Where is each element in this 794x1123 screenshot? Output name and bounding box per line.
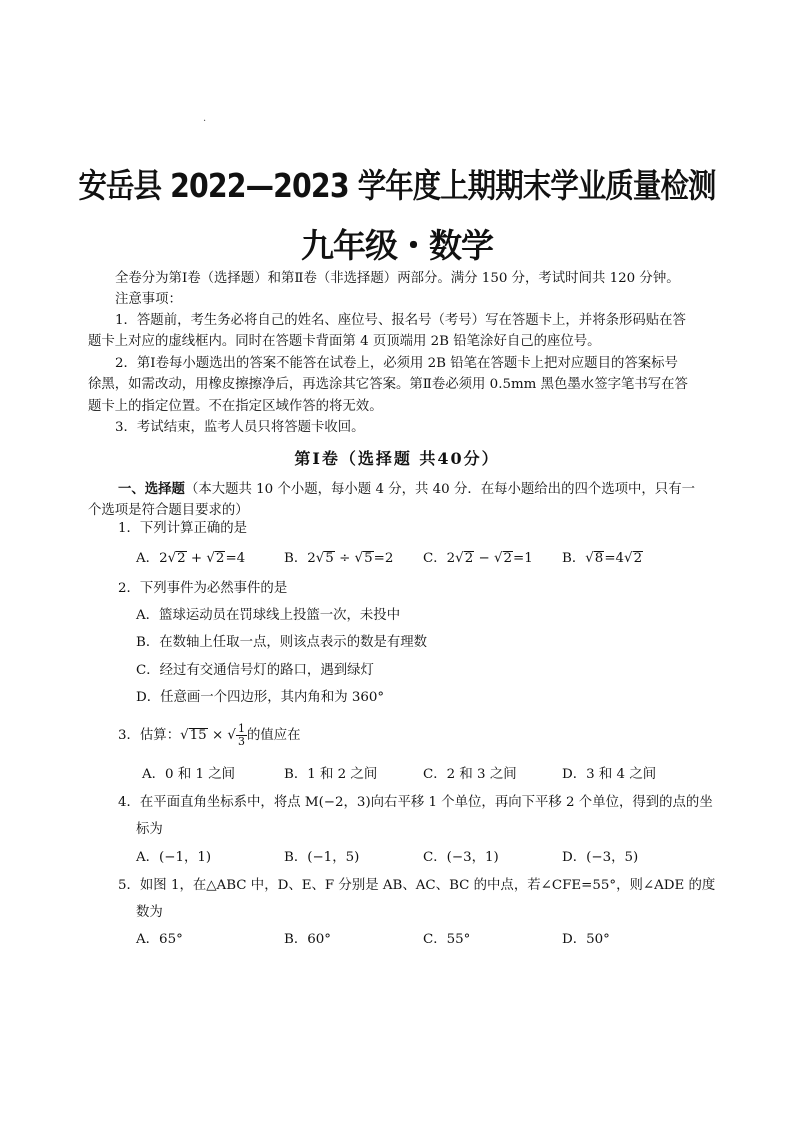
intro-text: 全卷分为第Ⅰ卷（选择题）和第Ⅱ卷（非选择题）两部分。满分 150 分，考试时间共 120 分钟。 xyxy=(115,271,680,286)
notice-item-3: 3．考试结束，监考人员只将答题卡收回。 xyxy=(115,420,365,435)
notice-item-1-line-2: 题卡上对应的虚线框内。同时在答题卡背面第 4 页顶端用 2B 铅笔涂好自己的座位号。 xyxy=(88,334,601,349)
q3-stem-post: 的值应在 xyxy=(246,728,301,743)
notice-item-2-line-3: 题卡上的指定位置。不在指定区域作答的将无效。 xyxy=(88,399,383,414)
notice-label: 注意事项： xyxy=(115,292,182,307)
q4-option-a: A．(−1，1) xyxy=(136,850,212,865)
q1-stem: 1．下列计算正确的是 xyxy=(118,521,248,536)
q4-option-c: C．(−3，1) xyxy=(423,850,499,865)
q3-option-c: C．2 和 3 之间 xyxy=(423,767,517,782)
q1-b-label: B． xyxy=(284,551,308,566)
q1-option-c: C．2√2 − √2=1 xyxy=(423,551,533,566)
section-title: 第Ⅰ卷（选择题 共40分） xyxy=(294,449,500,468)
q1-option-b: B．2√5 ÷ √5=2 xyxy=(284,551,394,566)
q3-fraction: $\frac{1}{3}$ xyxy=(237,722,245,748)
q2-option-d: D．任意画一个四边形，其内角和为 360° xyxy=(136,690,385,705)
q2-option-a: A．篮球运动员在罚球线上投篮一次，未投中 xyxy=(136,608,401,623)
q1-d-label: B． xyxy=(562,551,586,566)
notice-item-2-line-1: 2．第Ⅰ卷每小题选出的答案不能答在试卷上，必须用 2B 铅笔在答题卡上把对应题目的答案标号 xyxy=(115,356,678,371)
q5-option-c: C．55° xyxy=(423,932,471,947)
q1-c-label: C． xyxy=(423,551,447,566)
q5-option-b: B．60° xyxy=(284,932,331,947)
notice-item-1-line-1: 1．答题前，考生务必将自己的姓名、座位号、报名号（考号）写在答题卡上，并将条形码贴在答 xyxy=(115,313,686,328)
part-label: 一、选择题 xyxy=(118,482,185,497)
q1-a-label: A． xyxy=(136,551,160,566)
q2-stem: 2．下列事件为必然事件的是 xyxy=(118,581,288,596)
notice-item-2-line-2: 徐黑，如需改动，用橡皮擦擦净后，再选涂其它答案。第Ⅱ卷必须用 0.5mm 黑色墨水签字笔书写在答 xyxy=(88,377,688,392)
q1-option-d: B．√8=4√2 xyxy=(562,551,643,566)
q1-option-a: A．2√2 + √2=4 xyxy=(136,551,246,566)
q3-option-d: D．3 和 4 之间 xyxy=(562,767,657,782)
q4-stem-line-2: 标为 xyxy=(136,822,163,837)
q3-option-a: A．0 和 1 之间 xyxy=(142,767,236,782)
q3-stem-pre: 3．估算： xyxy=(118,728,181,743)
q4-stem-line-1: 4．在平面直角坐标系中，将点 M(−2，3)向右平移 1 个单位，再向下平移 2 个单位，得到的点的坐 xyxy=(118,795,713,810)
q5-option-d: D．50° xyxy=(562,932,610,947)
part-header xyxy=(118,479,718,500)
q2-option-b: B．在数轴上任取一点，则该点表示的数是有理数 xyxy=(136,635,428,650)
part-desc-line-1: （本大题共 10 个小题，每小题 4 分，共 40 分．在每小题给出的四个选项中，只有一 xyxy=(184,482,695,497)
exam-subtitle: 九年级・数学 xyxy=(301,226,493,265)
part-desc-line-2: 个选项是符合题目要求的） xyxy=(88,503,249,518)
q5-option-a: A．65° xyxy=(136,932,183,947)
q4-option-b: B．(−1，5) xyxy=(284,850,360,865)
q5-stem-line-2: 数为 xyxy=(136,905,163,920)
q5-stem-line-1: 5．如图 1，在△ABC 中，D、E、F 分别是 AB、AC、BC 的中点，若∠CFE=55°，则∠ADE 的度 xyxy=(118,878,716,893)
q2-option-c: C．经过有交通信号灯的路口，遇到绿灯 xyxy=(136,663,374,678)
exam-title: 安岳县 2022—2023 学年度上期期末学业质量检测 xyxy=(78,166,716,205)
q3-option-b: B．1 和 2 之间 xyxy=(284,767,378,782)
stray-dot: · xyxy=(203,116,207,127)
q4-option-d: D．(−3，5) xyxy=(562,850,639,865)
q3-stem: 3．估算：√15 × √ $\frac{1}{3}$ 的值应在 xyxy=(118,722,301,748)
